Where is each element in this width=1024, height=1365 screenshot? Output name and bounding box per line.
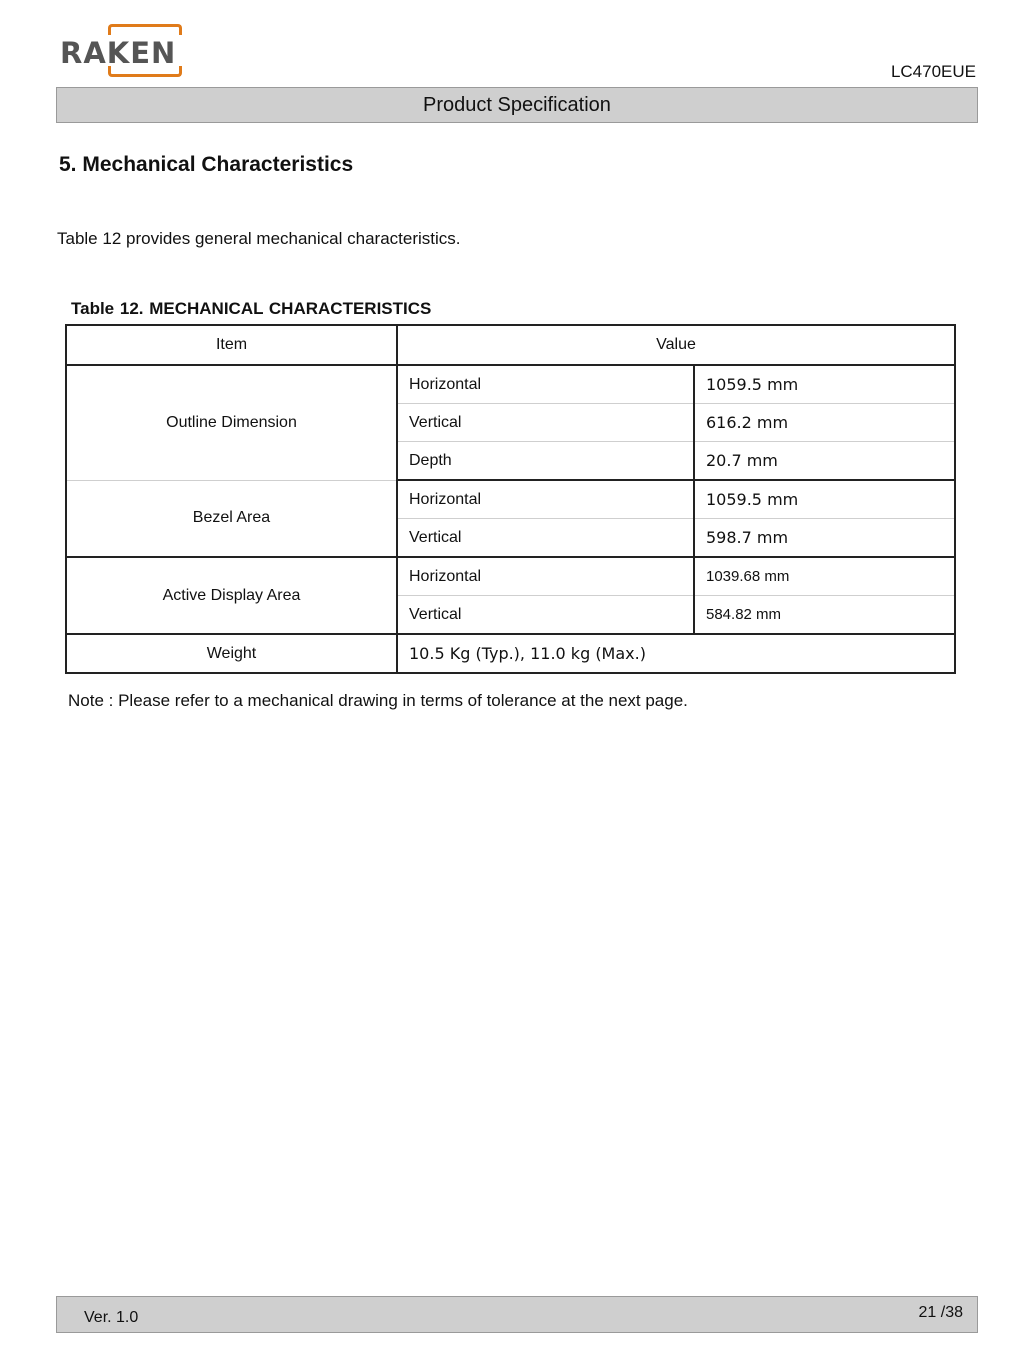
table-row xyxy=(66,480,955,519)
spec-title: Product Specification xyxy=(423,93,611,116)
value-cell: 20.7 mm xyxy=(694,442,955,481)
footer-bar xyxy=(56,1296,978,1333)
sub-item-label: Vertical xyxy=(397,596,694,635)
table-header-row xyxy=(66,325,955,365)
value-cell: 616.2 mm xyxy=(694,404,955,442)
logo-text: RAKEN xyxy=(60,36,177,70)
table-row xyxy=(66,557,955,596)
sub-item-label: Depth xyxy=(397,442,694,481)
intro-text: Table 12 provides general mechanical characteristics. xyxy=(57,229,461,248)
section-title: 5. Mechanical Characteristics xyxy=(59,153,354,176)
value-cell: 598.7 mm xyxy=(694,519,955,558)
active-display-area-label: Active Display Area xyxy=(66,557,397,634)
header-value: Value xyxy=(397,325,955,365)
table-note: Note : Please refer to a mechanical drawing in terms of tolerance at the next page. xyxy=(68,691,688,710)
sub-item-label: Horizontal xyxy=(397,365,694,404)
logo-bracket-top xyxy=(108,24,182,35)
header-item: Item xyxy=(66,325,397,365)
sub-item-label: Vertical xyxy=(397,519,694,558)
outline-dimension-label: Outline Dimension xyxy=(66,365,397,480)
table-row xyxy=(66,634,955,673)
table-row xyxy=(66,365,955,404)
model-number: LC470EUE xyxy=(890,62,976,81)
mechanical-characteristics-table xyxy=(65,324,956,674)
version-label: Ver. 1.0 xyxy=(84,1309,139,1326)
value-cell: 584.82 mm xyxy=(694,596,955,635)
weight-label: Weight xyxy=(66,634,397,673)
raken-logo xyxy=(58,24,180,80)
spec-title-bar xyxy=(56,87,978,123)
page-number: 21 /38 xyxy=(918,1304,963,1321)
value-cell: 1059.5 mm xyxy=(694,480,955,519)
sub-item-label: Horizontal xyxy=(397,557,694,596)
sub-item-label: Vertical xyxy=(397,404,694,442)
weight-value: 10.5 Kg (Typ.), 11.0 kg (Max.) xyxy=(397,634,955,673)
sub-item-label: Horizontal xyxy=(397,480,694,519)
value-cell: 1039.68 mm xyxy=(694,557,955,596)
bezel-area-label: Bezel Area xyxy=(66,480,397,557)
value-cell: 1059.5 mm xyxy=(694,365,955,404)
table-caption: Table 12. MECHANICAL CHARACTERISTICS xyxy=(71,299,432,318)
logo-bracket-bottom xyxy=(108,66,182,77)
